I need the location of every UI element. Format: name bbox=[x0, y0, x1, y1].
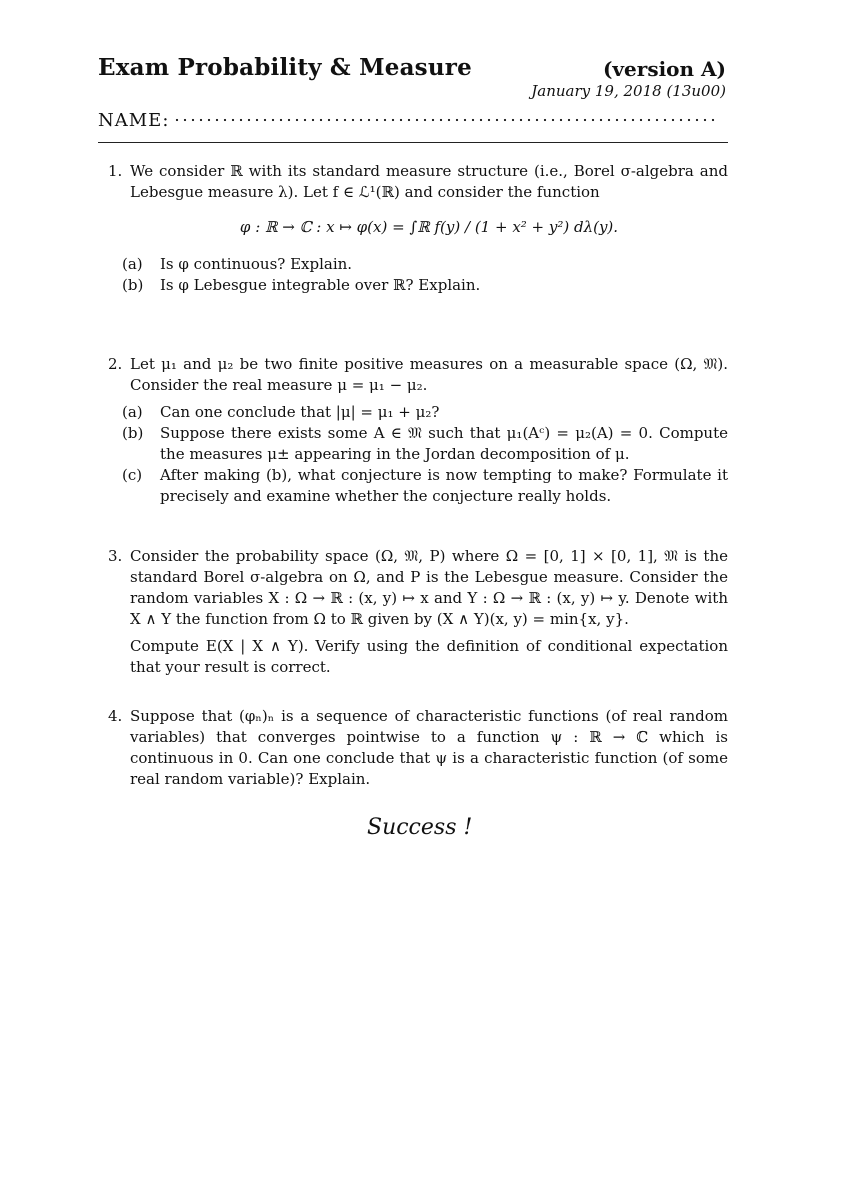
question-text: We consider ℝ with its standard measure structure (i.e., Borel σ-algebra and Lebesgue measure λ). Let f ∈ ℒ¹(ℝ) and consider the function bbox=[130, 162, 728, 201]
question-3 bbox=[108, 546, 728, 678]
question-text: Consider the probability space (Ω, 𝔐, P) where Ω = [0, 1] × [0, 1], 𝔐 is the standard Borel σ-algebra on Ω, and P is the Lebesgue measure. Consider the random variables X : Ω → ℝ : (x, y) ↦ x and Y : Ω → ℝ : (x, y) ↦ y. Denote with X ∧ Y the function from Ω to ℝ given by (X ∧ Y)(x, y) = min{x, y}. bbox=[130, 547, 728, 628]
subquestion-label: (b) bbox=[122, 276, 144, 294]
subquestion-a bbox=[122, 254, 728, 275]
subquestion-c bbox=[122, 465, 728, 507]
question-2 bbox=[108, 354, 728, 507]
question-text: Let μ₁ and μ₂ be two finite positive measures on a measurable space (Ω, 𝔐). Consider the real measure μ = μ₁ − μ₂. bbox=[130, 355, 728, 394]
subquestion-text: Is φ Lebesgue integrable over ℝ? Explain. bbox=[160, 276, 481, 294]
subquestion-text: After making (b), what conjecture is now tempting to make? Formulate it precisely and examine whether the conjecture really holds. bbox=[160, 466, 728, 505]
question-task: Compute E(X | X ∧ Y). Verify using the definition of conditional expectation that your result is correct. bbox=[130, 637, 728, 676]
question-4 bbox=[108, 706, 728, 790]
closing-message: Success ! bbox=[367, 815, 473, 840]
subquestion-label: (a) bbox=[122, 403, 143, 421]
header-divider bbox=[98, 142, 728, 143]
name-label: NAME: bbox=[98, 110, 170, 131]
formula: φ : ℝ → ℂ : x ↦ φ(x) = ∫ℝ f(y) / (1 + x² + y²) dλ(y). bbox=[239, 218, 619, 236]
subquestion-b bbox=[122, 275, 728, 296]
question-number: 4. bbox=[108, 707, 123, 725]
subquestion-label: (c) bbox=[122, 466, 143, 484]
subquestion-text: Is φ continuous? Explain. bbox=[160, 255, 353, 273]
name-dotted-line bbox=[173, 118, 716, 122]
question-number: 3. bbox=[108, 547, 123, 565]
subquestion-label: (b) bbox=[122, 424, 144, 442]
subquestion-text: Can one conclude that |μ| = μ₁ + μ₂? bbox=[160, 403, 440, 421]
question-number: 1. bbox=[108, 162, 123, 180]
exam-version: (version A) bbox=[602, 57, 726, 81]
exam-title: Exam Probability & Measure bbox=[98, 54, 472, 81]
subquestion-b bbox=[122, 423, 728, 465]
question-1 bbox=[108, 161, 728, 296]
exam-date: January 19, 2018 (13u00) bbox=[531, 82, 726, 100]
question-number: 2. bbox=[108, 355, 123, 373]
subquestion-a bbox=[122, 402, 728, 423]
subquestion-text: Suppose there exists some A ∈ 𝔐 such that μ₁(Aᶜ) = μ₂(A) = 0. Compute the measures μ± appearing in the Jordan decomposition of μ. bbox=[160, 424, 728, 463]
subquestion-label: (a) bbox=[122, 255, 143, 273]
question-text: Suppose that (φₙ)ₙ is a sequence of characteristic functions (of real random variables) that converges pointwise to a function ψ : ℝ → ℂ which is continuous in 0. Can one conclude that ψ is a characteristic function (of some real random variable)? Explain. bbox=[130, 707, 728, 788]
